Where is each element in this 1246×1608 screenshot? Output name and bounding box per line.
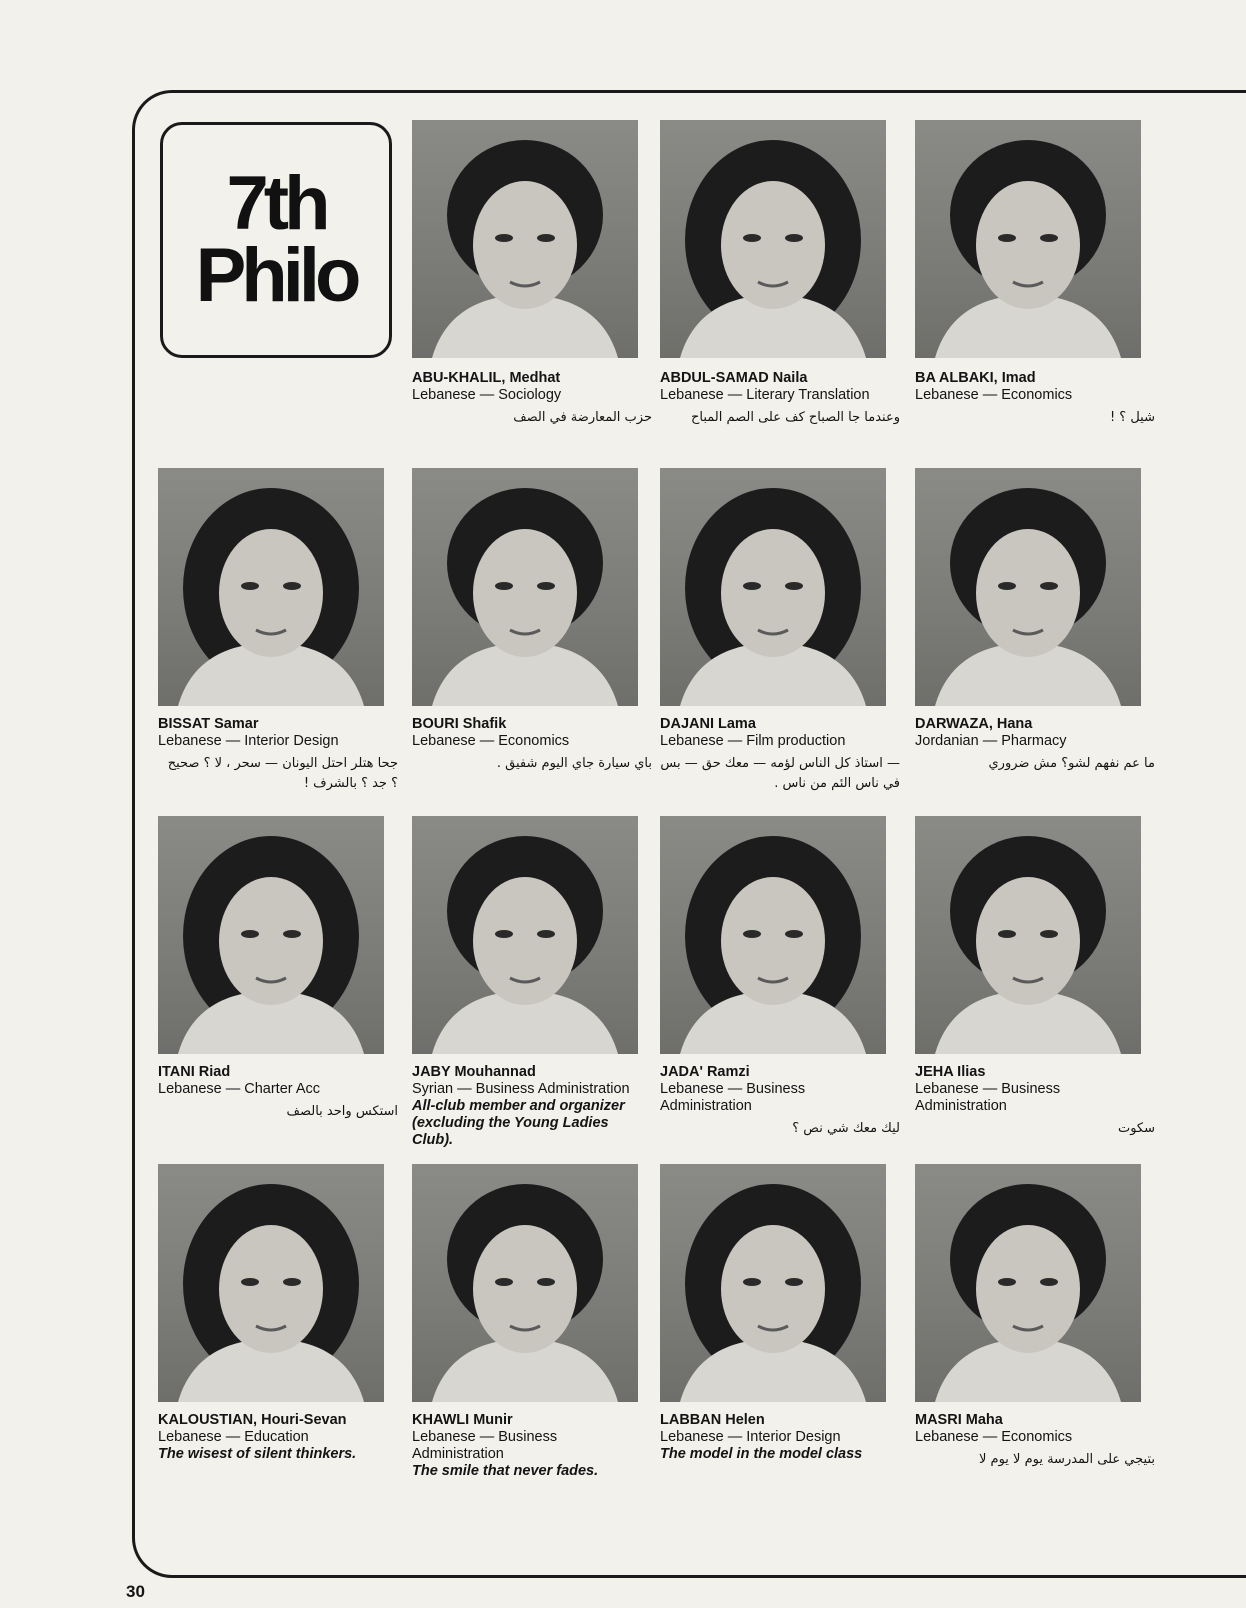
student-name: BA ALBAKI, Imad	[915, 370, 1036, 386]
student-info: Lebanese — Literary Translation	[660, 387, 870, 403]
student-photo	[915, 816, 1141, 1054]
student-arabic-remark: وعندما جا الصباح كف على الصم المباح	[690, 410, 900, 425]
student-name: KHAWLI Munir	[412, 1412, 513, 1428]
section-title-line-1: 7th	[226, 161, 326, 246]
student-info: Jordanian — Pharmacy	[915, 733, 1067, 749]
student-photo	[915, 468, 1141, 706]
student-name: JEHA Ilias	[915, 1064, 986, 1080]
student-name: ABDUL-SAMAD Naila	[660, 370, 808, 386]
student-arabic-remark: حزب المعارضة في الصف	[513, 410, 652, 425]
student-quote: The wisest of silent thinkers.	[158, 1446, 357, 1462]
student-quote: The smile that never fades.	[412, 1463, 599, 1479]
student-photo	[660, 120, 886, 358]
student-info: Lebanese — Charter Acc	[158, 1081, 321, 1097]
student-caption	[915, 1412, 1155, 1470]
student-arabic-remark: استكس واحد بالصف	[286, 1104, 398, 1119]
student-photo	[412, 468, 638, 706]
student-info: Lebanese — Business Administration	[660, 1081, 806, 1114]
student-info: Lebanese — Education	[158, 1429, 309, 1445]
student-caption	[915, 370, 1155, 428]
student-name: DAJANI Lama	[660, 716, 756, 732]
student-name: LABBAN Helen	[660, 1412, 765, 1428]
student-photo	[158, 468, 384, 706]
student-photo	[915, 1164, 1141, 1402]
student-photo	[915, 120, 1141, 358]
student-info: Lebanese — Economics	[412, 733, 570, 749]
student-info: Lebanese — Film production	[660, 733, 846, 749]
student-arabic-remark: ما عم نفهم لشو؟ مش ضروري	[988, 756, 1155, 771]
student-photo	[158, 816, 384, 1054]
student-arabic-remark: جحا هتلر احتل اليونان — سحر ، لا ؟ صحيح ؟ جد ؟ بالشرف !	[167, 756, 398, 791]
student-arabic-remark: — استاذ كل الناس لؤمه — معك حق — بس في ناس الئم من ناس .	[660, 756, 900, 791]
student-name: BISSAT Samar	[158, 716, 259, 732]
student-info: Lebanese — Interior Design	[158, 733, 339, 749]
student-caption	[412, 716, 652, 774]
student-info: Lebanese — Economics	[915, 387, 1073, 403]
student-photo	[412, 1164, 638, 1402]
student-caption	[158, 1412, 398, 1463]
student-photo	[412, 120, 638, 358]
student-name: ABU-KHALIL, Medhat	[412, 370, 561, 386]
student-name: MASRI Maha	[915, 1412, 1003, 1428]
student-arabic-remark: شيل ؟ !	[1109, 410, 1155, 425]
student-caption	[412, 1412, 652, 1480]
student-caption	[660, 716, 900, 794]
student-name: ITANI Riad	[158, 1064, 231, 1080]
student-caption	[915, 716, 1155, 774]
student-caption	[412, 1064, 652, 1149]
student-photo	[660, 1164, 886, 1402]
student-caption	[412, 370, 652, 428]
student-caption	[660, 1412, 900, 1463]
student-name: JADA' Ramzi	[660, 1064, 750, 1080]
student-info: Lebanese — Sociology	[412, 387, 562, 403]
student-caption	[660, 370, 900, 428]
student-name: KALOUSTIAN, Houri-Sevan	[158, 1412, 347, 1428]
student-info: Lebanese — Business Administration	[915, 1081, 1061, 1114]
student-arabic-remark: سكوت	[1117, 1121, 1155, 1136]
student-caption	[915, 1064, 1155, 1139]
page-number: 30	[126, 1582, 145, 1601]
student-quote: All-club member and organizer (excluding the Young Ladies Club).	[412, 1098, 625, 1148]
student-quote: The model in the model class	[660, 1446, 863, 1462]
student-photo	[158, 1164, 384, 1402]
student-caption	[158, 1064, 398, 1122]
student-info: Syrian — Business Administration	[412, 1081, 630, 1097]
student-name: BOURI Shafik	[412, 716, 507, 732]
section-title-line-2: Philo	[195, 233, 357, 318]
student-photo	[412, 816, 638, 1054]
student-info: Lebanese — Interior Design	[660, 1429, 841, 1445]
student-info: Lebanese — Economics	[915, 1429, 1073, 1445]
student-name: DARWAZA, Hana	[915, 716, 1033, 732]
student-photo	[660, 816, 886, 1054]
student-arabic-remark: باي سيارة جاي اليوم شفيق .	[496, 756, 652, 771]
student-arabic-remark: ليك معك شي نص ؟	[792, 1121, 900, 1136]
student-caption	[660, 1064, 900, 1139]
student-name: JABY Mouhannad	[412, 1064, 536, 1080]
student-caption	[158, 716, 398, 794]
student-info: Lebanese — Business Administration	[412, 1429, 558, 1462]
section-title-box	[160, 122, 392, 358]
student-arabic-remark: بتيجي على المدرسة يوم لا يوم لا	[978, 1452, 1155, 1467]
student-photo	[660, 468, 886, 706]
